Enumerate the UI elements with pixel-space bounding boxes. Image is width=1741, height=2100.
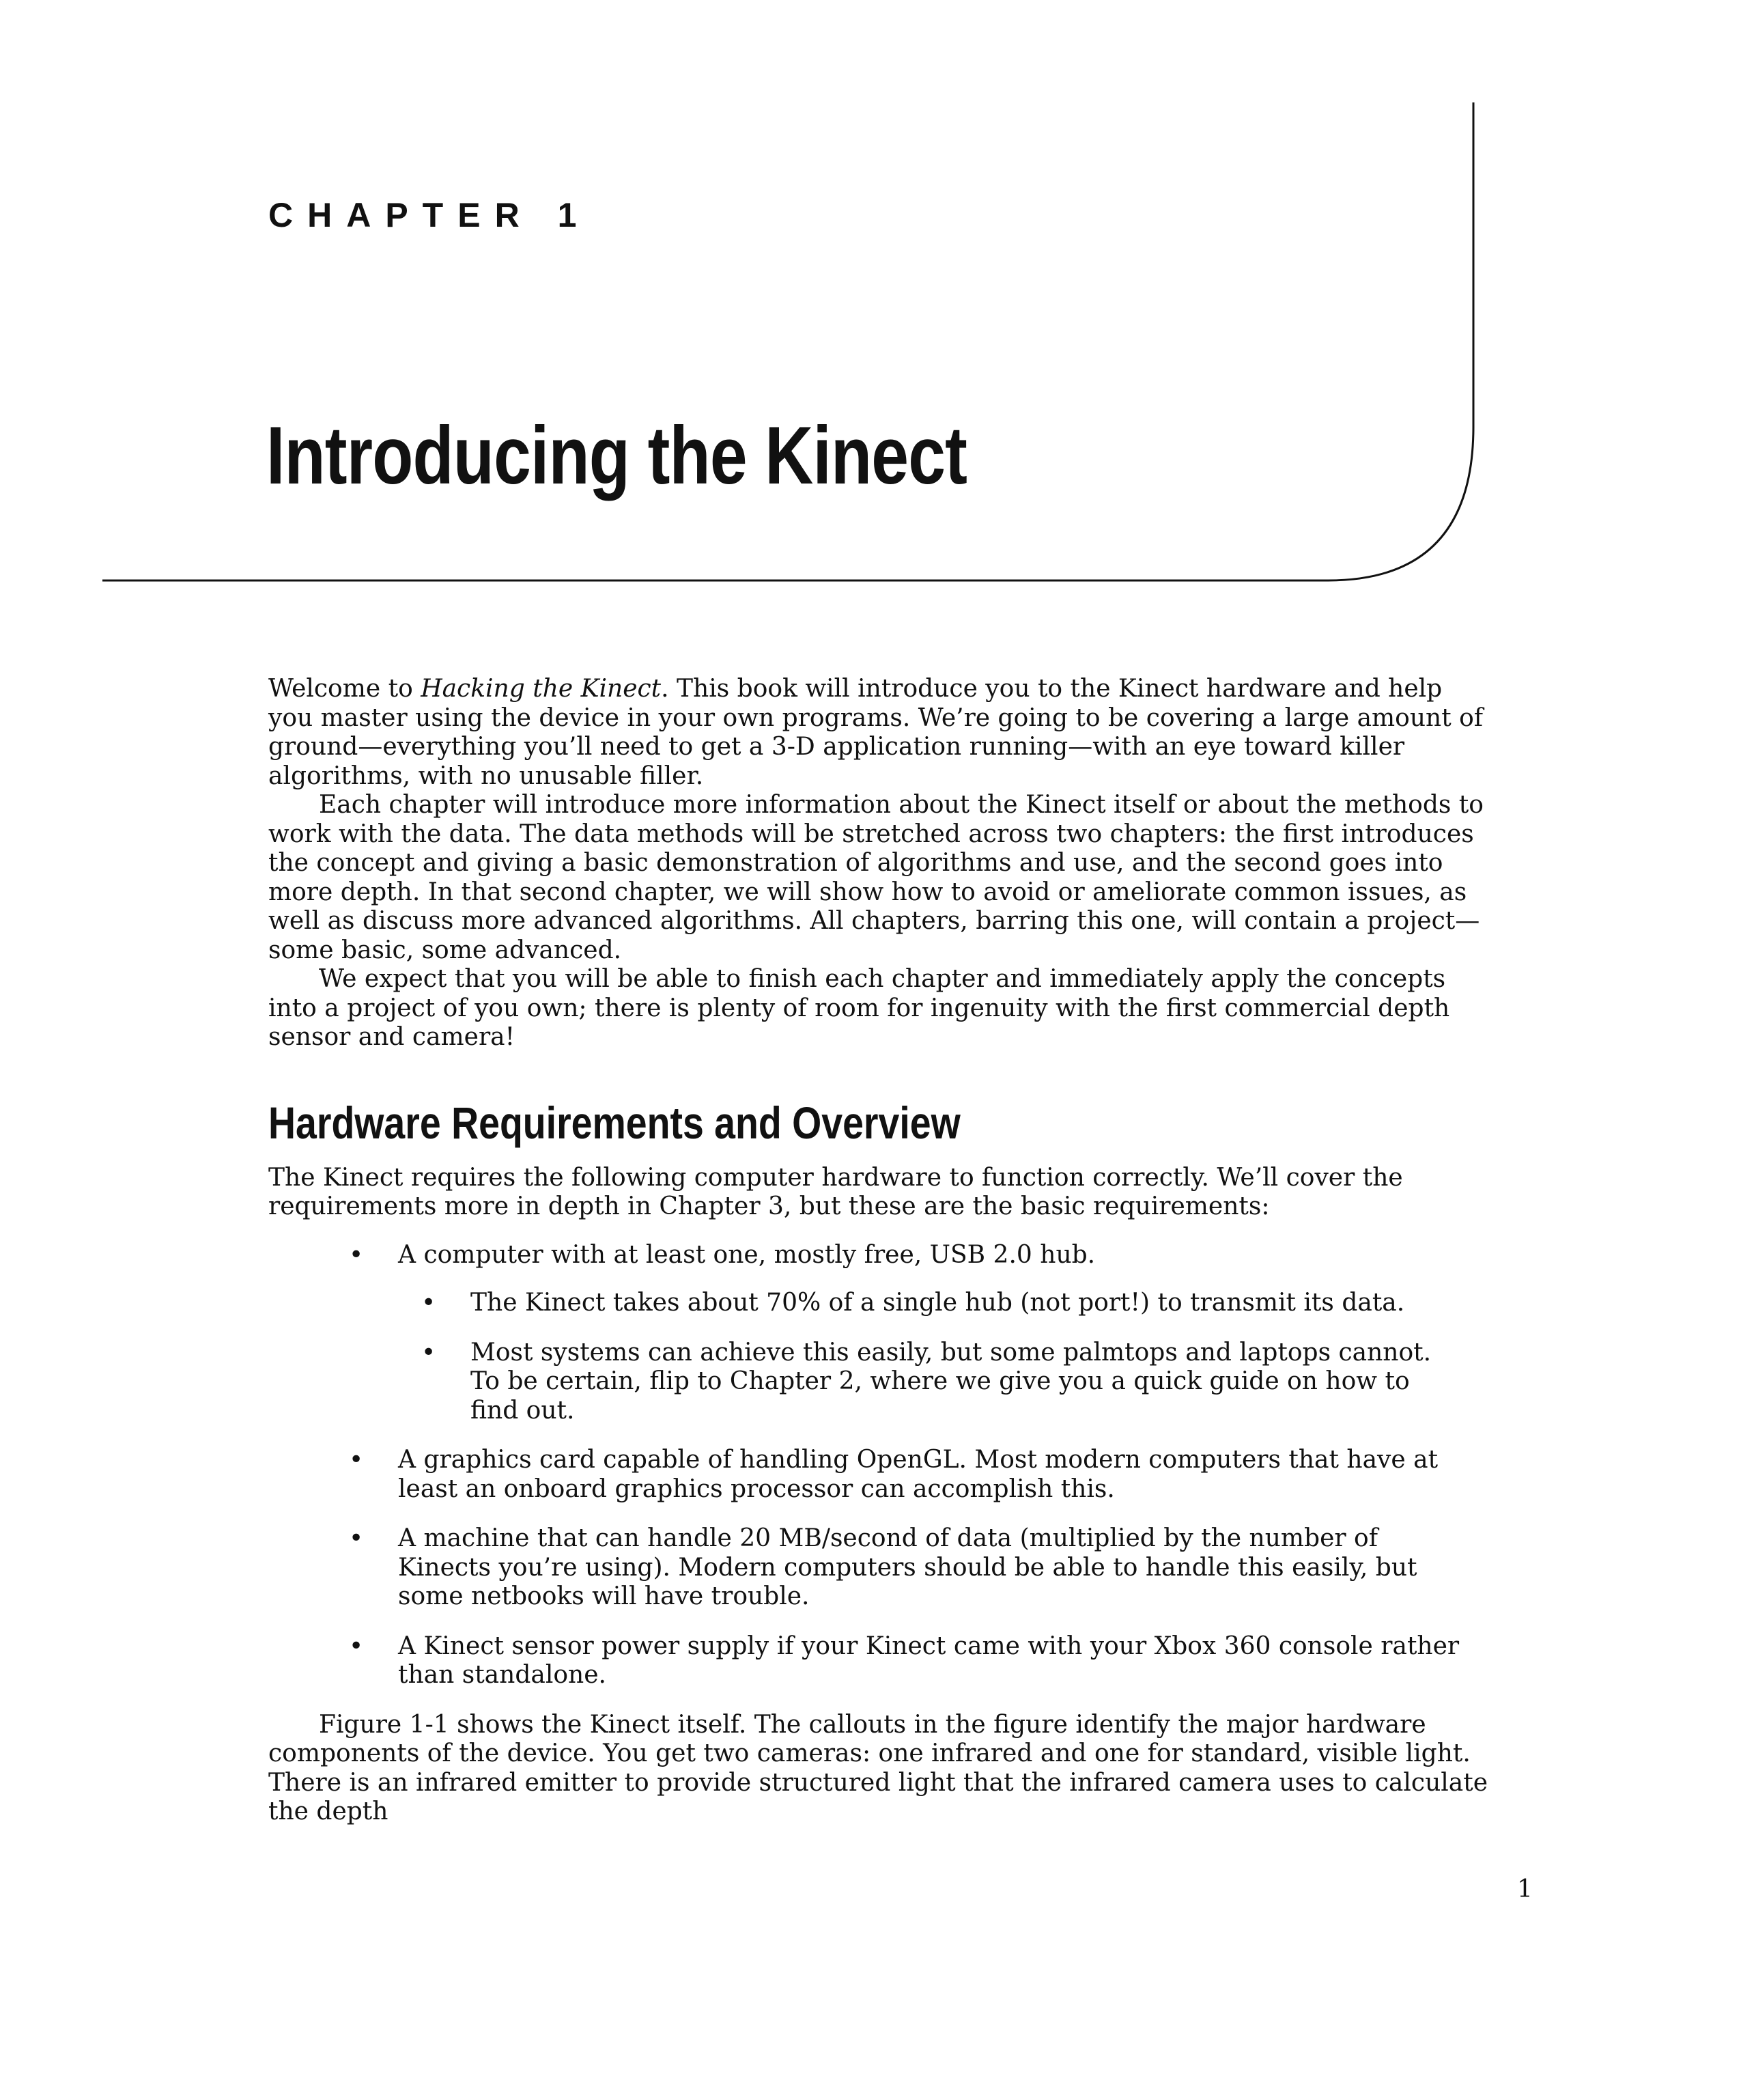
- requirement-power-supply: A Kinect sensor power supply if your Kinect came with your Xbox 360 console rather than standalone.: [398, 1632, 1460, 1690]
- intro-description: . This book will introduce you to the Kinect hardware and help you master using the device in your own programs. We’re going to be covering a large amount of ground—everything you’ll need to get a 3-D application running—with an eye toward killer algorithms, with no unusable filler.: [268, 675, 1484, 790]
- requirement-usb: A computer with at least one, mostly free, USB 2.0 hub.: [398, 1240, 1096, 1269]
- sub-requirement-systems: Most systems can achieve this easily, but some palmtops and laptops cannot. To be certain, flip to Chapter 2, where we give you a quick guide on how to find out.: [470, 1338, 1432, 1425]
- chapter-header-rule: [102, 102, 1473, 580]
- requirement-bandwidth: A machine that can handle 20 MB/second of data (multiplied by the number of Kinects you’re using). Modern computers should be able to handle this easily, but some netbooks will have trouble.: [398, 1524, 1417, 1611]
- expectations-paragraph: We expect that you will be able to finish each chapter and immediately apply the concepts into a project of you own; there is plenty of room for ingenuity with the first commercial depth sensor and camera!: [268, 965, 1450, 1051]
- page-number: 1: [1517, 1875, 1533, 1903]
- book-title: Hacking the Kinect: [421, 675, 662, 703]
- figure-intro-paragraph: Figure 1-1 shows the Kinect itself. The callouts in the figure identify the major hardware components of the device. You get two cameras: one infrared and one for standard, visible light. There is an infrared emitter to provide structured light that the infrared camera uses to calculate the depth: [268, 1710, 1488, 1826]
- chapter-body: [268, 675, 1490, 1827]
- bullet-icon: •: [349, 1240, 364, 1269]
- list-item: [349, 1446, 1463, 1504]
- sub-requirement-hub-usage: The Kinect takes about 70% of a single hub (not port!) to transmit its data.: [470, 1289, 1405, 1317]
- list-item: [421, 1338, 1463, 1426]
- chapter-structure-paragraph: Each chapter will introduce more information about the Kinect itself or about the methods to work with the data. The data methods will be stretched across two chapters: the first introduces the concept and giving a basic demonstration of algorithms and use, and the second goes into more depth. In that second chapter, we will show how to avoid or ameliorate common issues, as well as discuss more advanced algorithms. All chapters, barring this one, will contain a project—some basic, some advanced.: [268, 791, 1484, 964]
- list-item: [349, 1632, 1463, 1690]
- requirements-lead: The Kinect requires the following computer hardware to function correctly. We’ll cover the requirements more in depth in Chapter 3, but these are the basic requirements:: [268, 1163, 1403, 1221]
- list-item: [349, 1240, 1463, 1426]
- bullet-icon: •: [349, 1446, 364, 1474]
- usb-sub-list: [398, 1289, 1463, 1425]
- requirements-list: [268, 1241, 1463, 1690]
- bullet-icon: •: [349, 1524, 364, 1553]
- chapter-title: Introducing the Kinect: [266, 410, 967, 501]
- chapter-label: CHAPTER 1: [268, 196, 591, 234]
- intro-welcome: Welcome to: [268, 675, 421, 703]
- section-heading: Hardware Requirements and Overview: [268, 1097, 961, 1148]
- intro-paragraph: [268, 675, 1490, 791]
- list-item: [349, 1524, 1463, 1612]
- bullet-icon: •: [421, 1338, 436, 1367]
- list-item: [421, 1289, 1463, 1318]
- bullet-icon: •: [421, 1289, 436, 1317]
- requirement-graphics: A graphics card capable of handling OpenGL. Most modern computers that have at least an onboard graphics processor can accomplish this.: [398, 1446, 1439, 1503]
- bullet-icon: •: [349, 1632, 364, 1660]
